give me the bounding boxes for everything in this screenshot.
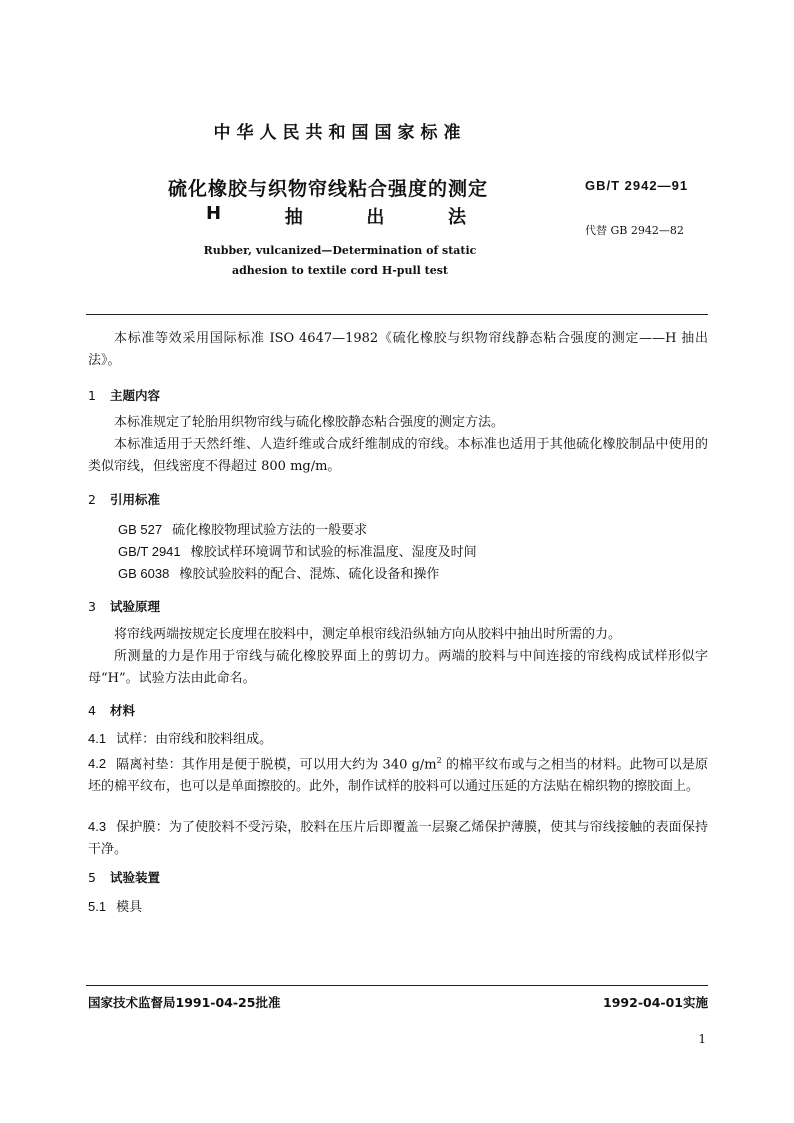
section-heading-4 (88, 701, 135, 719)
clause-number: 4.2 (88, 756, 107, 772)
clause-4-1 (88, 728, 708, 751)
intro-paragraph: 本标准等效采用国际标准 ISO 4647—1982《硫化橡胶与织物帘线静态粘合强度的测定——H 抽出法》。 (88, 331, 708, 368)
reference-code: GB/T 2941 (118, 544, 181, 559)
header-divider (86, 314, 708, 315)
clause-number: 5.1 (88, 899, 107, 914)
reference-item (118, 519, 367, 538)
replaces-standard: 代替 GB 2942—82 (585, 224, 684, 237)
clause-text: 试样：由帘线和胶料组成。 (116, 732, 273, 747)
clause-4-3 (88, 816, 708, 861)
subtitle-char: 法 (448, 207, 466, 228)
section-number: 5 (88, 870, 96, 885)
page-number: 1 (698, 1032, 706, 1046)
reference-title: 硫化橡胶物理试验方法的一般要求 (172, 523, 368, 538)
country-standard-heading: 中华人民共和国国家标准 (213, 123, 467, 143)
section-title: 材料 (110, 703, 136, 718)
section-title: 试验原理 (110, 599, 161, 614)
reference-item (118, 541, 477, 560)
english-title-line1: Rubber, vulcanized—Determination of static (203, 244, 477, 257)
reference-title: 橡胶试验胶料的配合、混炼、硫化设备和操作 (179, 567, 440, 582)
subtitle-char: 出 (366, 207, 385, 228)
section-1-paragraph-2: 本标准适用于天然纤维、人造纤维或合成纤维制成的帘线。本标准也适用于其他硫化橡胶制品中使用的类似帘线，但线密度不得超过 800 mg/m。 (88, 437, 708, 474)
clause-number: 4.1 (88, 731, 107, 746)
section-1-paragraph-1: 本标准规定了轮胎用织物帘线与硫化橡胶静态粘合强度的测定方法。 (114, 415, 505, 430)
clause-text-continued: 的棉平纹布或与之相当的材料。此物可以是原坯的棉平纹布，也可以是单面擦胶的。此外，制作试样的胶料可以通过压延的方法贴在棉织物的擦胶面上。 (88, 757, 708, 795)
section-heading-5 (88, 868, 160, 886)
reference-title: 橡胶试样环境调节和试验的标准温度、湿度及时间 (190, 545, 477, 560)
clause-text: 模具 (116, 900, 143, 915)
section-title: 主题内容 (110, 388, 161, 403)
superscript: 2 (436, 756, 442, 765)
section-number: 4 (88, 703, 96, 718)
reference-code: GB 527 (118, 522, 163, 537)
standard-code: GB/T 2942—91 (585, 178, 689, 193)
document-subtitle (206, 203, 466, 229)
section-number: 1 (88, 388, 96, 403)
approval-note: 国家技术监督局1991-04-25批准 (88, 995, 281, 1010)
clause-4-2 (88, 750, 708, 798)
section-heading-2 (88, 490, 160, 508)
footer-divider (86, 985, 708, 986)
reference-item (118, 563, 439, 582)
section-number: 2 (88, 492, 96, 507)
clause-5-1 (88, 896, 708, 919)
section-title: 试验装置 (110, 870, 161, 885)
effective-date: 1992-04-01实施 (603, 995, 708, 1010)
document-title: 硫化橡胶与织物帘线粘合强度的测定 (168, 178, 489, 200)
section-number: 3 (88, 599, 96, 614)
section-3-paragraph-2: 所测量的力是作用于帘线与硫化橡胶界面上的剪切力。两端的胶料与中间连接的帘线构成试样形似字母“H”。试验方法由此命名。 (88, 649, 708, 686)
english-title-line2: adhesion to textile cord H-pull test (231, 264, 449, 277)
section-heading-1 (88, 386, 160, 404)
section-title: 引用标准 (110, 492, 161, 507)
subtitle-char: H (206, 203, 222, 224)
reference-code: GB 6038 (118, 566, 170, 581)
subtitle-char: 抽 (284, 207, 303, 228)
clause-text: 保护膜：为了使胶料不受污染，胶料在压片后即覆盖一层聚乙烯保护薄膜，使其与帘线接触的表面保持干净。 (88, 820, 708, 857)
clause-text: 隔离衬垫：其作用是便于脱模，可以用大约为 340 g/m (116, 757, 437, 773)
section-3-paragraph-1: 将帘线两端按规定长度埋在胶料中，测定单根帘线沿纵轴方向从胶料中抽出时所需的力。 (114, 627, 622, 642)
clause-number: 4.3 (88, 819, 107, 834)
section-heading-3 (88, 597, 160, 615)
